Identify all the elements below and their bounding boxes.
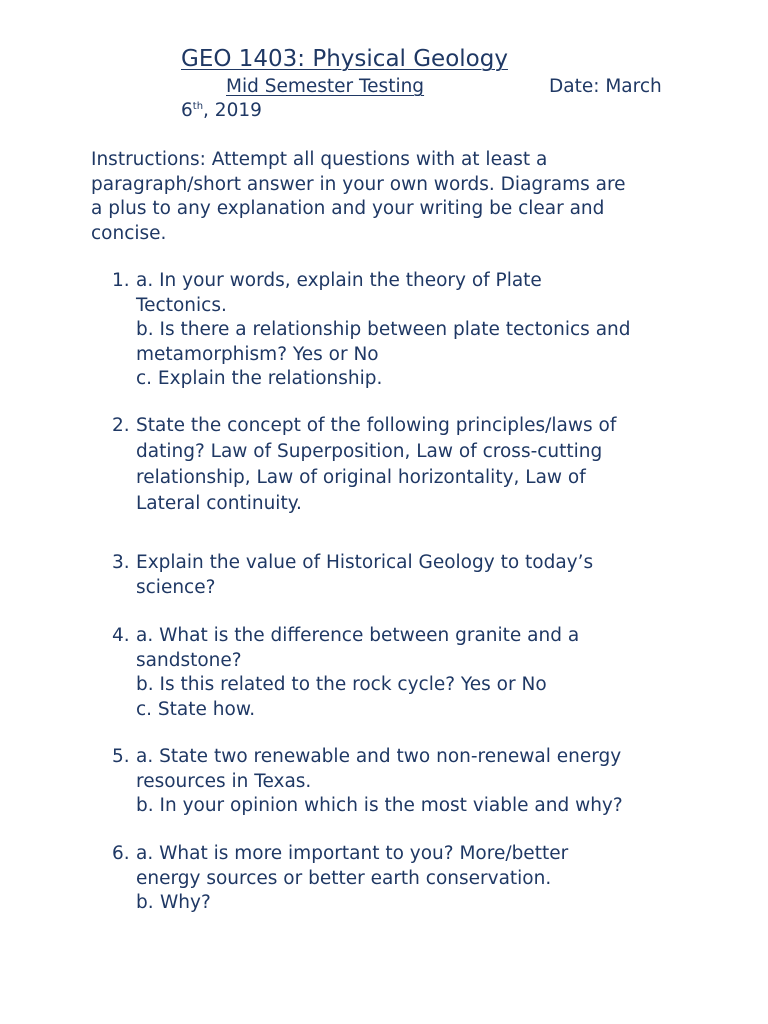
question-subpart xyxy=(136,891,682,916)
instructions-line: a plus to any explanation and your writing be clear and xyxy=(91,198,605,219)
question-line: a. What is more important to you? More/better xyxy=(136,843,569,864)
question-number: 2. xyxy=(112,415,130,436)
question-line: c. State how. xyxy=(136,698,256,720)
date-day: 6 xyxy=(181,100,193,121)
question-body xyxy=(136,745,682,819)
subpart-label: b. xyxy=(136,892,154,913)
question-body xyxy=(136,551,682,600)
question-3 xyxy=(112,551,682,600)
question-number: 5. xyxy=(112,746,130,767)
question-1 xyxy=(112,269,682,392)
document-subtitle: Mid Semester Testing xyxy=(226,76,425,97)
question-line: c. Explain the relationship. xyxy=(136,368,383,389)
question-line: State the concept of the following principles/laws of xyxy=(136,415,617,436)
question-number: 4. xyxy=(112,625,130,646)
instructions-line: Instructions: Attempt all questions with at least a xyxy=(91,149,548,170)
question-line: b. Is there a relationship between plate tectonics and xyxy=(136,319,631,340)
question-line: sandstone? xyxy=(136,649,242,671)
question-line: science? xyxy=(136,576,216,598)
date-year: , 2019 xyxy=(203,100,262,121)
date-continuation xyxy=(181,100,262,121)
instructions-line: paragraph/short answer in your own words. Diagrams are xyxy=(91,173,626,195)
question-number: 1. xyxy=(112,270,130,291)
question-line: metamorphism? Yes or No xyxy=(136,343,379,365)
question-line: Tectonics. xyxy=(136,294,227,316)
question-line: energy sources or better earth conservation. xyxy=(136,867,552,889)
document-title: GEO 1403: Physical Geology xyxy=(181,46,508,72)
question-number: 3. xyxy=(112,552,130,573)
question-line: Explain the value of Historical Geology to today’s xyxy=(136,552,594,573)
instructions-paragraph xyxy=(91,148,681,246)
question-line: b. In your opinion which is the most viable and why? xyxy=(136,795,623,816)
date-label: Date: March xyxy=(549,76,662,97)
question-line: relationship, Law of original horizontality, Law of xyxy=(136,467,586,488)
question-body xyxy=(136,269,682,392)
question-line: Lateral continuity. xyxy=(136,493,302,514)
question-line: a. In your words, explain the theory of Plate xyxy=(136,270,542,291)
subpart-text: Why? xyxy=(160,892,211,913)
question-line: a. State two renewable and two non-renewal energy xyxy=(136,746,622,767)
question-6 xyxy=(112,842,682,916)
instructions-line: concise. xyxy=(91,222,167,244)
question-body xyxy=(136,842,682,916)
question-4 xyxy=(112,624,682,722)
question-line: dating? Law of Superposition, Law of cross-cutting xyxy=(136,441,603,462)
question-body xyxy=(136,624,682,722)
question-line: a. What is the difference between granite and a xyxy=(136,625,580,646)
question-line: resources in Texas. xyxy=(136,770,312,792)
question-number: 6. xyxy=(112,843,130,864)
date-suffix: th xyxy=(192,101,204,112)
question-2 xyxy=(112,413,682,517)
question-body xyxy=(136,413,682,517)
question-5 xyxy=(112,745,682,819)
question-line: b. Is this related to the rock cycle? Yes or No xyxy=(136,674,547,695)
